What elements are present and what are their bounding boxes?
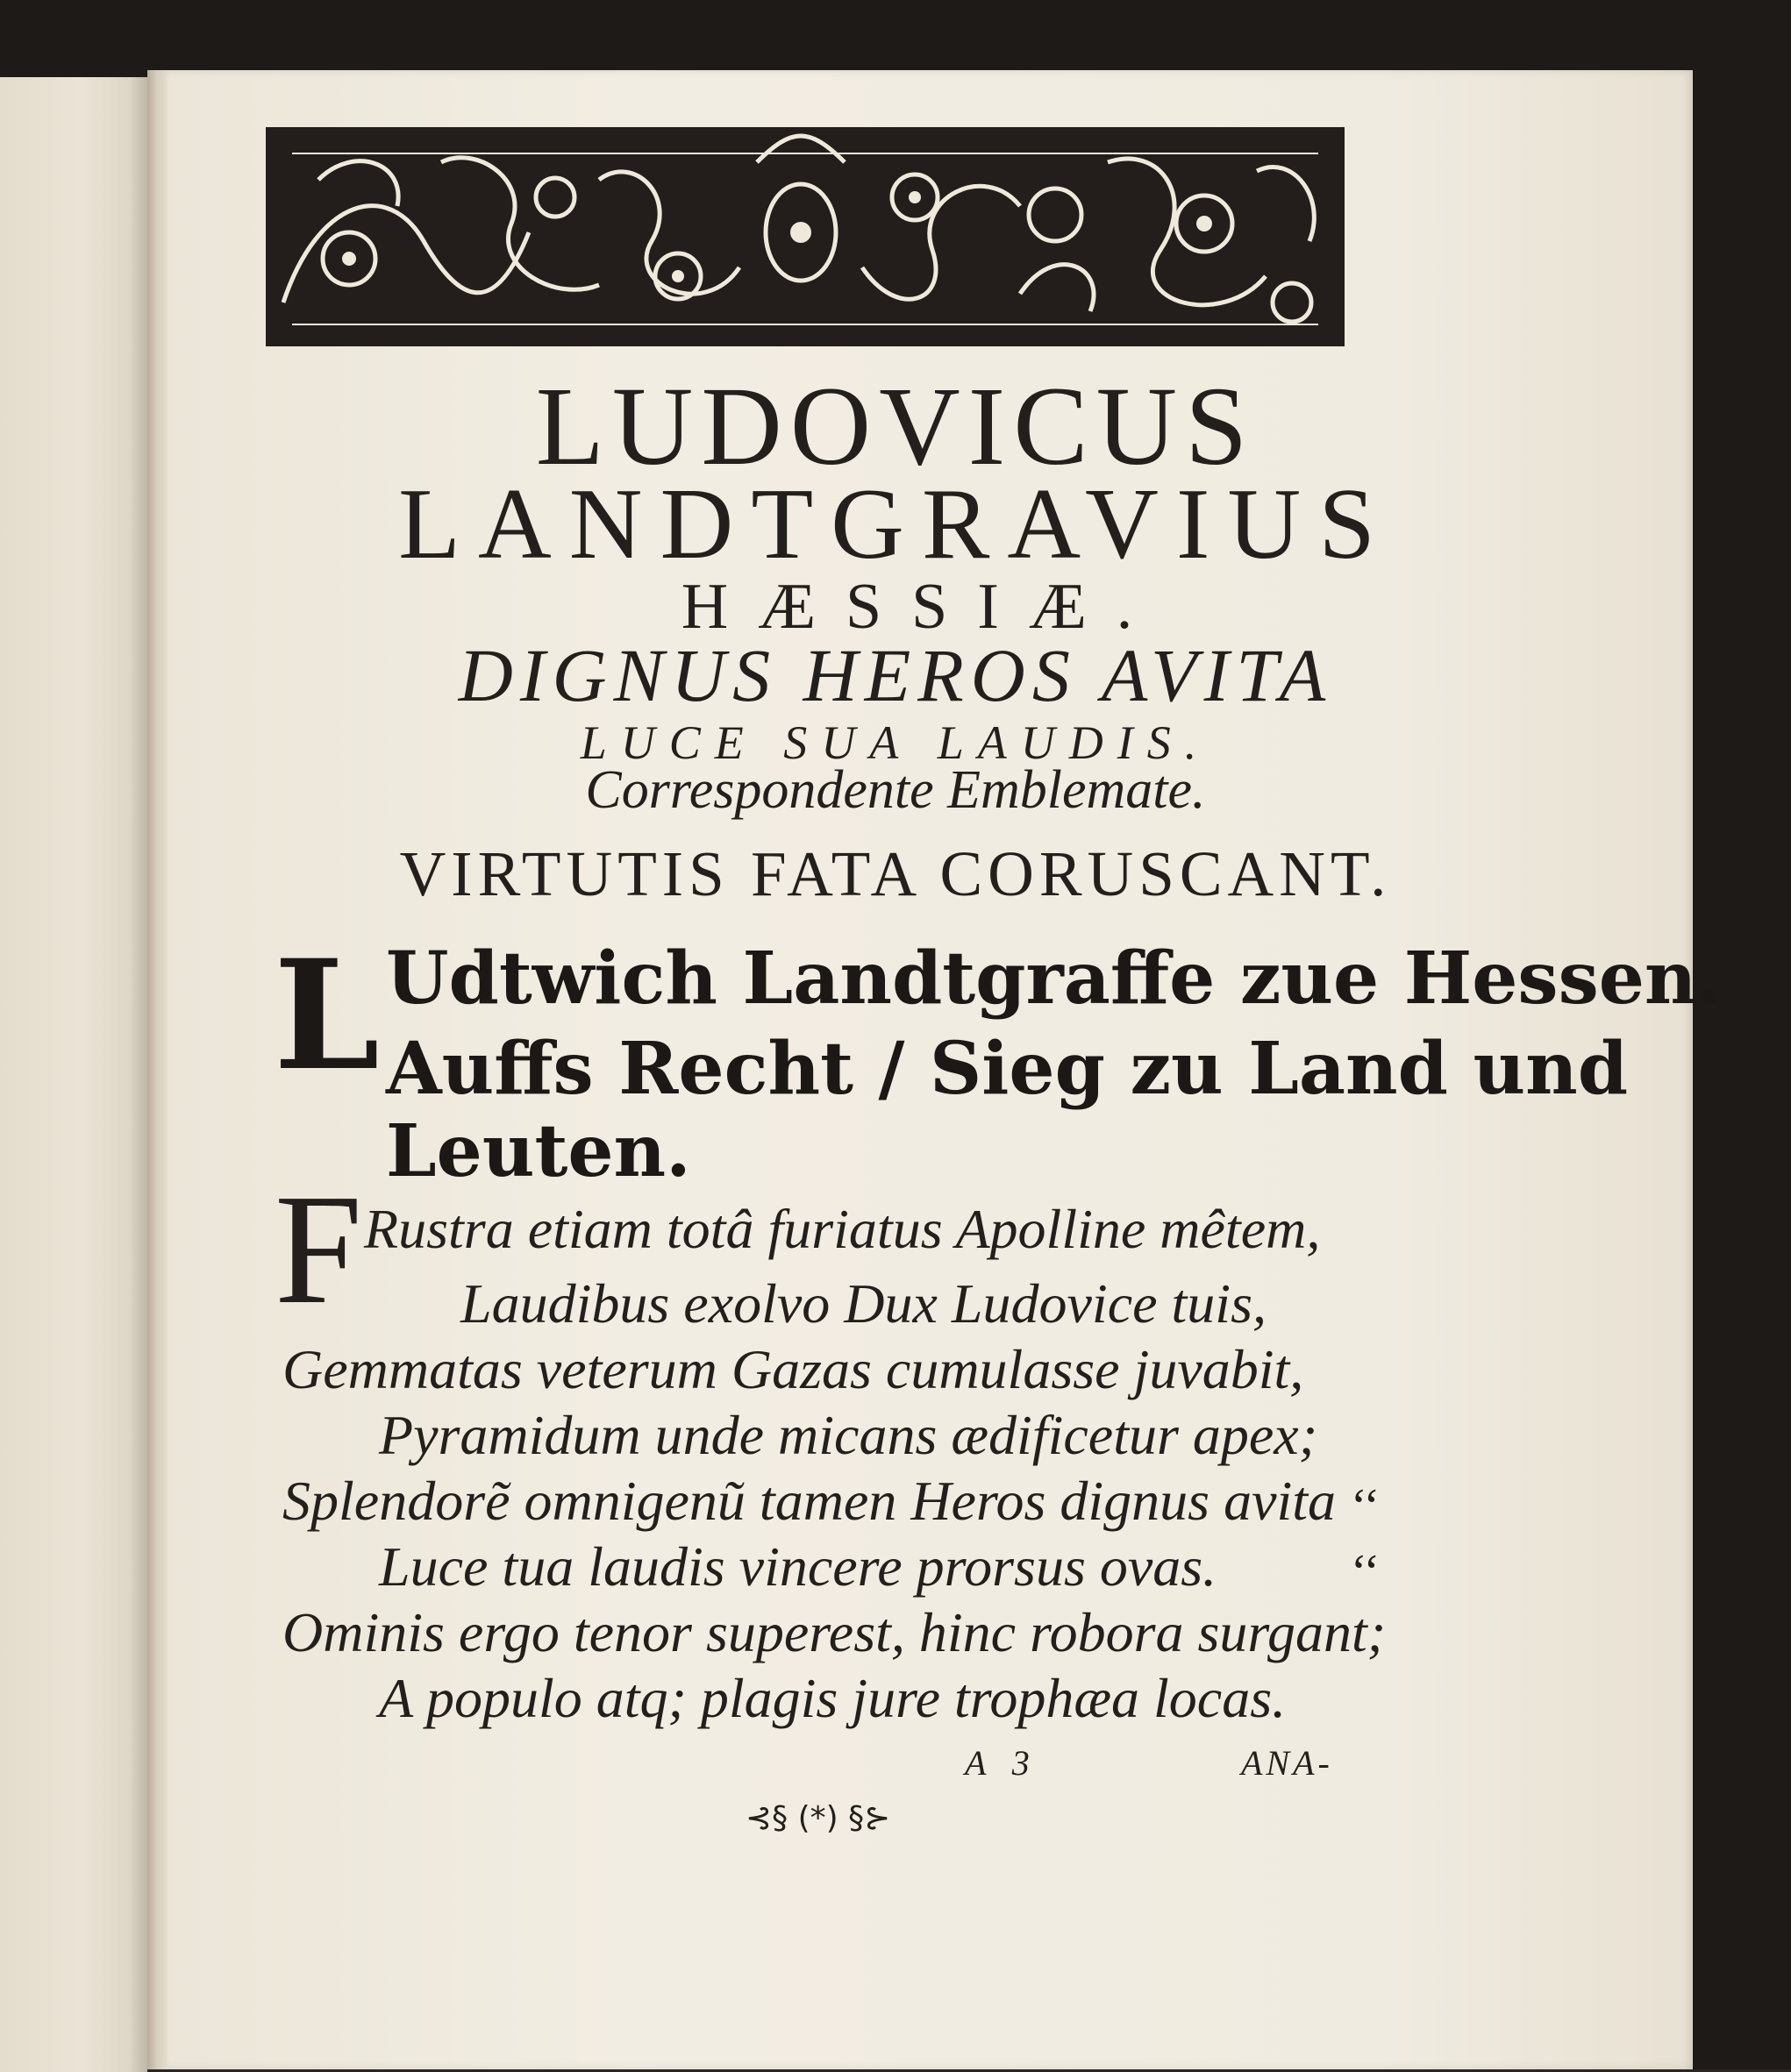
signature-mark: A 3	[965, 1743, 1038, 1783]
title-line-5: LUCE SUA LAUDIS.	[580, 716, 1211, 769]
emblem-subtitle: Correspondente Emblemate.	[585, 760, 1206, 820]
german-line-2: Auffs Recht / Sieg zu Land und	[386, 1027, 1629, 1111]
german-line-3: Leuten.	[386, 1109, 691, 1193]
verse-line-2: Laudibus exolvo Dux Ludovice tuis,	[460, 1272, 1267, 1335]
verse-line-3: Gemmatas veterum Gazas cumulasse juvabit,	[282, 1338, 1304, 1400]
verse-line-6: Luce tua laudis vincere prorsus ovas.	[379, 1535, 1217, 1598]
verse-drop-initial: F	[275, 1162, 363, 1336]
ornament-scrollwork-icon	[266, 127, 1345, 346]
catchword: ANA-	[1241, 1743, 1333, 1783]
library-stamp: ⊰§ (*) §⊱	[746, 1800, 891, 1836]
title-line-4: DIGNUS HEROS AVITA	[458, 633, 1333, 717]
title-line-2: LANDTGRAVIUS	[398, 468, 1393, 580]
title-line-3: HÆSSIÆ.	[681, 571, 1163, 643]
title-line-1: LUDOVICUS	[535, 364, 1256, 488]
verse-line-5: Splendorẽ omnigenũ tamen Heros dignus avita	[282, 1470, 1337, 1532]
quotation-mark-1: ‘‘	[1351, 1479, 1381, 1534]
verse-line-4: Pyramidum unde micans ædificetur apex;	[379, 1404, 1317, 1466]
verse-line-1: Rustra etiam totâ furiatus Apolline mêtem,	[364, 1198, 1321, 1260]
german-line-1: Udtwich Landtgraffe zue Hessen.	[386, 936, 1723, 1021]
blackletter-drop-initial: L	[274, 926, 380, 1104]
verse-line-8: A populo atq; plagis jure trophæa locas.	[379, 1667, 1287, 1729]
woodcut-headpiece-ornament	[266, 127, 1345, 346]
verse-line-7: Ominis ergo tenor superest, hinc robora surgant;	[282, 1601, 1387, 1663]
quotation-mark-2: ‘‘	[1351, 1545, 1381, 1599]
motto-line: VIRTUTIS FATA CORUSCANT.	[399, 838, 1392, 909]
